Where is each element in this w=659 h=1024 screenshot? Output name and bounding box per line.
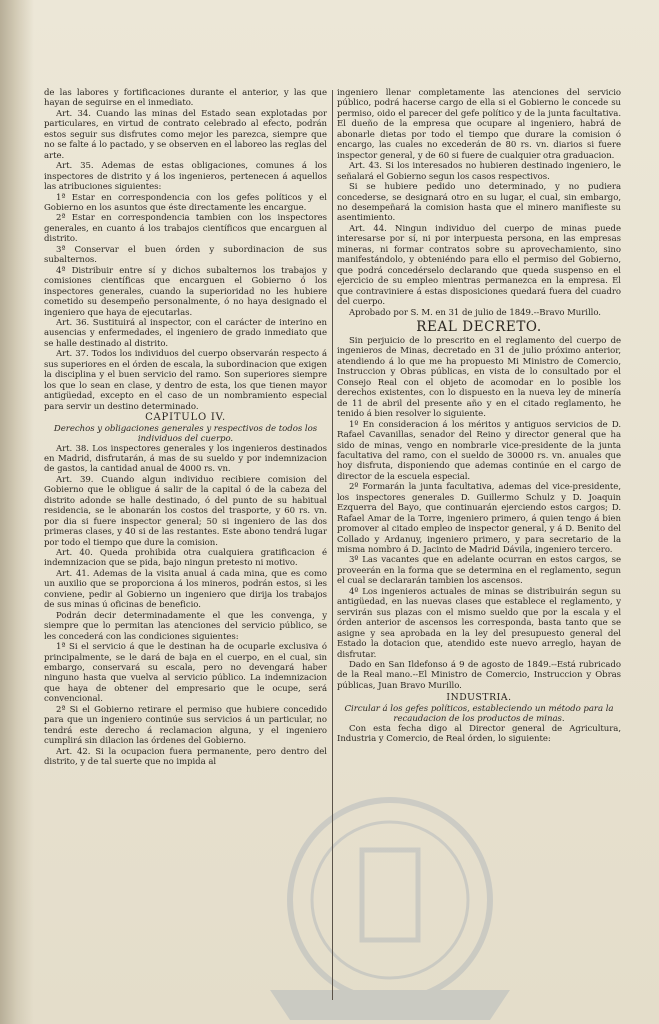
paragraph: 2ª Si el Gobierno retirare el permiso que hubiere concedido para que un ingeniero continúe sus servicios á un particular, no tendrá este derecho á reclamacion alguna, y el ingeniero cumplirá sin dilacion las órdenes del Gobierno. (44, 704, 327, 747)
paragraph: Art. 36. Sustituirá al inspector, con el carácter de interino en ausencias y enfermedades, el ingeniero de grado inmediato que se halle destinado al distrito. (44, 317, 327, 349)
paragraph: Aprobado por S. M. en 31 de julio de 1849.--Bravo Murillo. (349, 307, 601, 318)
column-divider (332, 90, 333, 1000)
paragraph: 2ª Estar en correspondencia tambien con los inspectores generales, en cuanto á los trabajos científicos que encarguen al distrito. (44, 213, 327, 245)
paragraph: 1º En consideracion á los méritos y antiguos servicios de D. Rafael Cavanillas, senador del Reino y director general que ha sido de minas, vengo en nombrarle vice-presidente de la junta facultativa del ramo, con el sueldo de 30000 rs. vn. anuales que hoy disfruta, disponiendo que ademas continúe en el cargo de director de la escuela especial. (337, 419, 621, 482)
paragraph: 3ª Conservar el buen órden y subordinacion de sus subalternos. (44, 244, 327, 266)
paragraph: Sin perjuicio de lo prescrito en el reglamento del cuerpo de ingenieros de Minas, decretado en 31 de julio próximo anterior, atendiendo á lo que me ha propuesto Mi Ministro de Comercio, Instruccion y Obras públicas, en vista de lo consultado por el Consejo Real con el objeto de acomodar en lo posible los derechos existentes, con lo dispuesto en la nueva ley de minería de 11 de abril del presente año y en el citado reglamento, he tenido á bien resolver lo siguiente. (337, 335, 621, 420)
paragraph: de las labores y fortificaciones durante el anterior, y las que hayan de seguirse en el inmediato. (44, 88, 327, 109)
paragraph: Art. 39. Cuando algun individuo recibiere comision del Gobierno que le obligue á salir de la capital ó de la cabeza del distrito adonde se halle destinado, ó del punto de su habitual residencia, se le abonarán los costos del trasporte, y 60 rs. vn. por dia si fuere inspector general; 50 si ingeniero de las dos primeras clases, y 40 si de las restantes. Este abono tendrá lugar por todo el tiempo que dure la comision. (44, 474, 327, 548)
paragraph: Con esta fecha digo al Director general de Agricultura, Industria y Comercio, de Real órden, lo siguiente: (337, 723, 621, 745)
chapter-heading: CAPITULO IV. (145, 412, 226, 424)
section-heading: INDUSTRIA. (446, 692, 512, 704)
paragraph: Art. 43. Si los interesados no hubieren destinado ingeniero, le señalará el Gobierno segun los casos respectivos. (337, 161, 621, 182)
paragraph: 1ª Si el servicio á que le destinan ha de ocuparle exclusiva ó principalmente, se le dará de baja en el cuerpo, en el cual, sin embargo, conservará su escala, pero no devengará haber ninguno hasta que vuelva al servicio público. La indemnizacion que haya de obtener del empresario que le ocupe, será convencional. (44, 642, 327, 705)
paragraph: Si se hubiere pedido uno determinado, y no pudiera concederse, se designará otro en su lugar, el cual, sin embargo, no desempeñará la comision hasta que el minero manifieste su asentimiento. (337, 182, 621, 224)
paragraph: 1ª Estar en correspondencia con los gefes políticos y el Gobierno en los asuntos que éste directamente les encargue. (44, 192, 327, 213)
paragraph: Podrán decir determinadamente el que les convenga, y siempre que lo permitan las atenciones del servicio público, se les concederá con las condiciones siguientes: (44, 610, 327, 642)
left-column (44, 88, 327, 1018)
paragraph: Art. 37. Todos los individuos del cuerpo observarán respecto á sus superiores en el órden de escala, la subordinacion que exigen la disciplina y el buen servicio del ramo. Son superiores siempre los que lo sean en clase, y dentro de esta, los que tienen mayor antigüedad, excepto en el caso de un nombramiento especial para servir un destino determinado. (44, 349, 327, 412)
paragraph: Dado en San Ildefonso á 9 de agosto de 1849.--Está rubricado de la Real mano.--El Ministro de Comercio, Instruccion y Obras públicas, Juan Bravo Murillo. (337, 660, 621, 691)
right-column (337, 88, 621, 1018)
paragraph: Art. 40. Queda prohibida otra cualquiera gratificacion é indemnizacion que se pida, bajo ningun pretesto ni motivo. (44, 548, 327, 569)
binding-shadow (0, 0, 34, 1024)
chapter-subtitle: Derechos y obligaciones generales y respectivos de todos los individuos del cuerpo. (53, 423, 318, 444)
paragraph: Art. 42. Si la ocupacion fuera permanente, pero dentro del distrito, y de tal suerte que no impida al (44, 746, 327, 768)
paragraph: 4º Los ingenieros actuales de minas se distribuirán segun su antigüedad, en las nuevas clases que establece el reglamento, y servirán sus plazas con el mismo sueldo que por la escala y el órden anterior de ascensos les corresponda, basta tanto que se asigne y sea aprobada en la ley del presupuesto general del Estado la dotacion que, atendido este nuevo arreglo, hayan de disfrutar. (337, 586, 621, 660)
paragraph: ingeniero llenar completamente las atenciones del servicio público, podrá hacerse cargo de ella si el Gobierno le concede su permiso, oido el parecer del gefe político y de la junta facultativa. El dueño de la empresa que ocupare al ingeniero, habrá de abonarle dietas por todo el tiempo que durare la comision ó encargo, las cuales no excederán de 80 rs. vn. diarios si fuere inspector general, y de 60 si fuere de cualquier otra graduacion. (337, 88, 621, 161)
paragraph: 4ª Distribuir entre sí y dichos subalternos los trabajos y comisiones científicas que encarguen el Gobierno ó los inspectores generales, cuando la superioridad no les hubiere cometido su desempeño personalmente, ó no haya designado el ingeniero que haya de ejecutarlas. (44, 265, 327, 318)
paragraph: Art. 44. Ningun individuo del cuerpo de minas puede interesarse por sí, ni por interpuesta persona, en las empresas mineras, ni formar contratos sobre su aprovechamiento, sino manifestándolo, y obteniéndo para ello el permiso del Gobierno, que podrá concedérselo declarando que queda suspenso en el ejercicio de su empleo mientras permanezca en la empresa. El que contraviniere á estas disposiciones quedará fuera del cuadro del cuerpo. (337, 223, 621, 308)
paragraph: Art. 35. Ademas de estas obligaciones, comunes á los inspectores de distrito y á los ingenieros, pertenecen á aquellos las atribuciones siguientes: (44, 161, 327, 193)
circular-title: Circular á los gefes políticos, estableciendo un método para la recaudacion de los productos de minas. (344, 703, 614, 724)
paragraph: Art. 34. Cuando las minas del Estado sean explotadas por particulares, en virtud de contrato celebrado al efecto, podrán estos seguir sus disfrutes como mejor les parezca, siempre que no se falte á lo pactado, y se observen en el laboreo las reglas del arte. (44, 108, 327, 161)
paragraph: Art. 38. Los inspectores generales y los ingenieros destinados en Madrid, disfrutarán, á mas de su sueldo y por indemnizacion de gastos, la cantidad anual de 4000 rs. vn. (44, 443, 327, 475)
paragraph: Art. 41. Ademas de la visita anual á cada mina, que es como un auxilio que se proporciona á los mineros, podrán estos, si les conviene, pedir al Gobierno un ingeniero que dirija los trabajos de sus minas ú oficinas de beneficio. (44, 568, 327, 611)
paragraph: 2º Formarán la junta facultativa, ademas del vice-presidente, los inspectores generales D. Guillermo Schulz y D. Joaquin Ezquerra del Bayo, que continuarán ejerciendo estos cargos; D. Rafael Amar de la Torre, ingeniero primero, á quien tengo á bien promover al citado empleo de inspector general, y á D. Benito del Collado y Ardanuy, ingeniero primero, y para secretario de la misma nombro á D. Jacinto de Madrid Dávila, ingeniero tercero. (337, 482, 621, 556)
paragraph: 3º Las vacantes que en adelante ocurran en estos cargos, se proveerán en la forma que se determina en el reglamento, segun el cual se declararán tambien los ascensos. (337, 555, 621, 587)
decree-heading: REAL DECRETO. (416, 318, 542, 335)
